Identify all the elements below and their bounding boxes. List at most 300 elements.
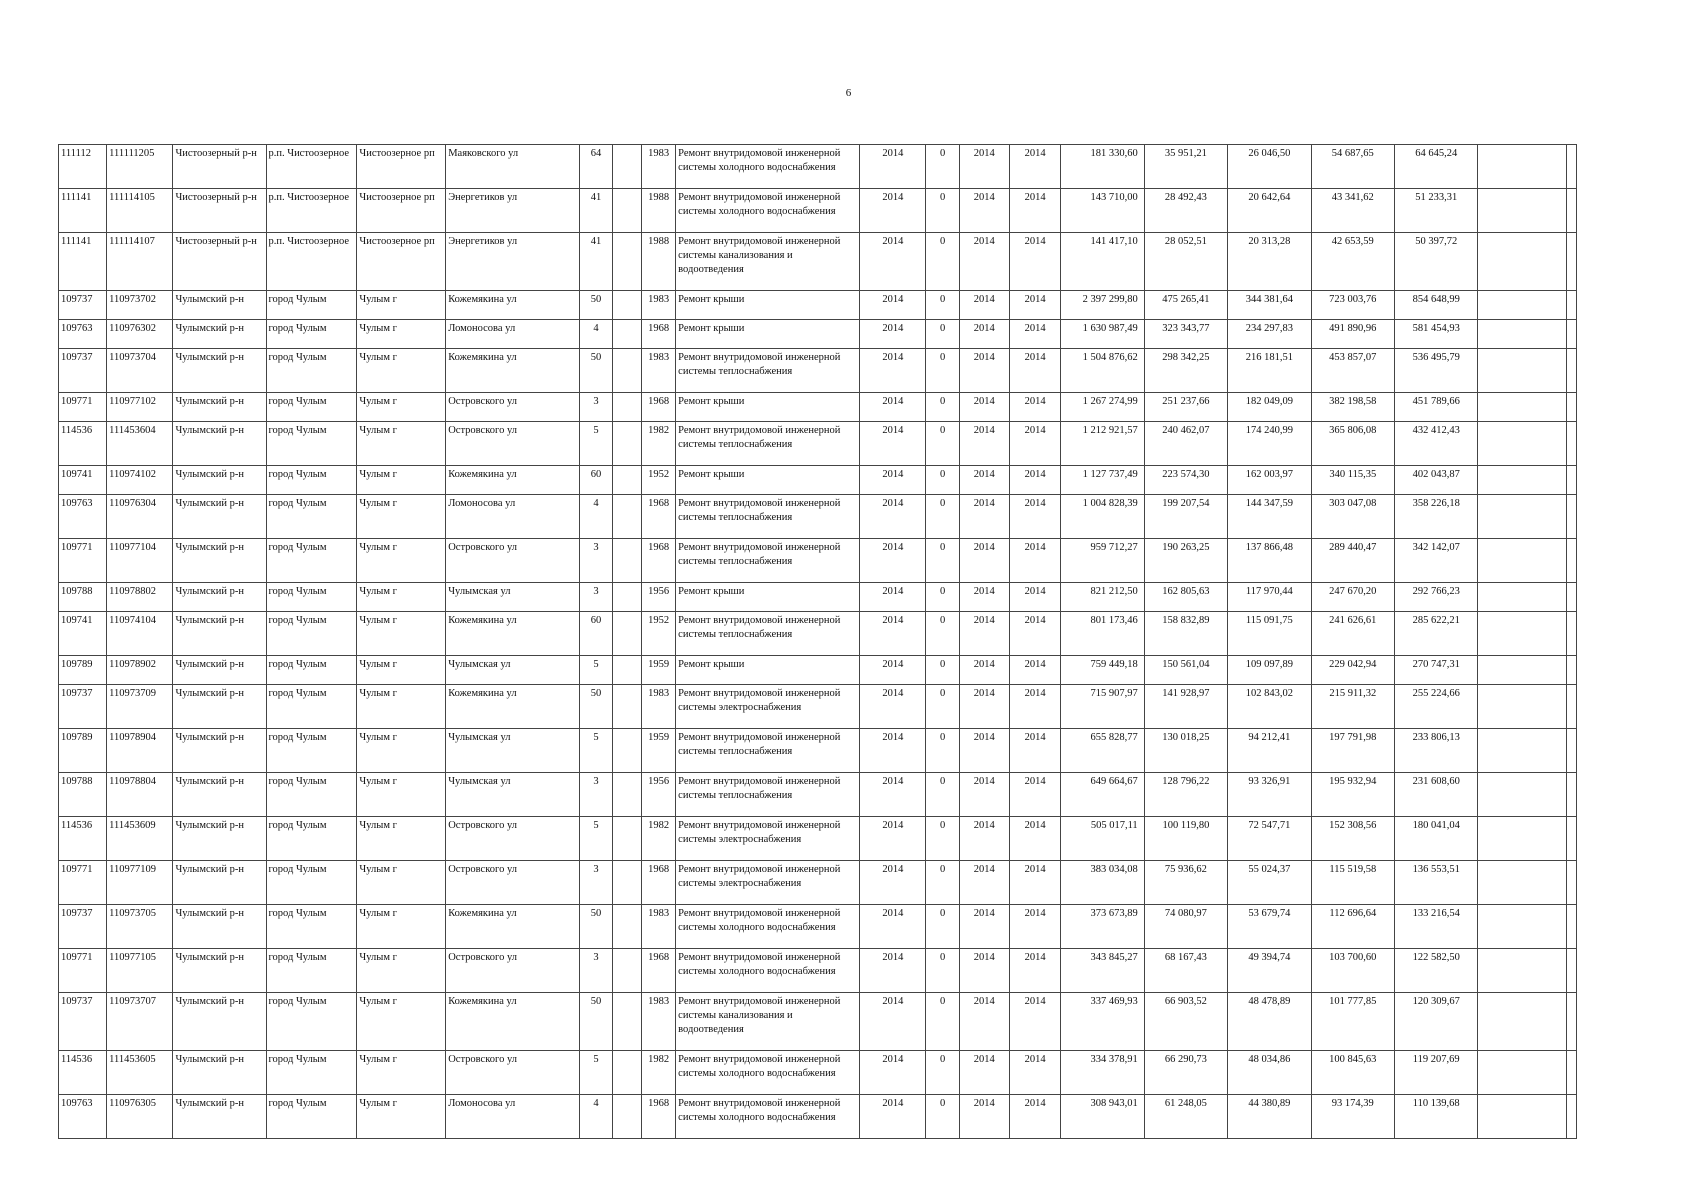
cell-region-share: 53 679,74 bbox=[1228, 905, 1311, 949]
cell-work-type: Ремонт внутридомовой инженерной системы теплоснабжения bbox=[676, 495, 860, 539]
cell-plan-year: 2014 bbox=[860, 656, 926, 685]
cell-street: Островского ул bbox=[446, 949, 580, 993]
cell-district: Чистоозерный р-н bbox=[173, 145, 266, 189]
cell-fund-share: 61 248,05 bbox=[1144, 1095, 1227, 1139]
cell-region-share: 137 866,48 bbox=[1228, 539, 1311, 583]
cell-owner-share: 122 582,50 bbox=[1395, 949, 1478, 993]
cell-street: Островского ул bbox=[446, 817, 580, 861]
cell-settlement: город Чулым bbox=[266, 422, 357, 466]
cell-start-year: 2014 bbox=[959, 949, 1009, 993]
cell-empty-col bbox=[1478, 861, 1567, 905]
cell-house-number: 4 bbox=[579, 320, 612, 349]
cell-value-zero: 0 bbox=[926, 466, 959, 495]
cell-district: Чулымский р-н bbox=[173, 993, 266, 1051]
table-row bbox=[59, 612, 1577, 656]
cell-municipal-share: 247 670,20 bbox=[1311, 583, 1394, 612]
cell-district: Чулымский р-н bbox=[173, 729, 266, 773]
cell-street: Кожемякина ул bbox=[446, 612, 580, 656]
table-row bbox=[59, 993, 1577, 1051]
cell-end-year: 2014 bbox=[1009, 773, 1060, 817]
cell-end-year: 2014 bbox=[1009, 422, 1060, 466]
cell-total-cost: 141 417,10 bbox=[1061, 233, 1144, 291]
cell-house-code: 114536 bbox=[59, 1051, 107, 1095]
cell-settlement: р.п. Чистоозерное bbox=[266, 189, 357, 233]
cell-region-share: 162 003,97 bbox=[1228, 466, 1311, 495]
cell-region-share: 48 478,89 bbox=[1228, 993, 1311, 1051]
cell-owner-share: 231 608,60 bbox=[1395, 773, 1478, 817]
cell-region-share: 174 240,99 bbox=[1228, 422, 1311, 466]
cell-municipal-share: 115 519,58 bbox=[1311, 861, 1394, 905]
cell-corpus bbox=[613, 773, 642, 817]
cell-municipal-share: 152 308,56 bbox=[1311, 817, 1394, 861]
cell-total-cost: 337 469,93 bbox=[1061, 993, 1144, 1051]
cell-corpus bbox=[613, 729, 642, 773]
cell-end-year: 2014 bbox=[1009, 905, 1060, 949]
cell-value-zero: 0 bbox=[926, 233, 959, 291]
cell-empty-col bbox=[1478, 349, 1567, 393]
cell-house-code: 109737 bbox=[59, 905, 107, 949]
cell-owner-share: 180 041,04 bbox=[1395, 817, 1478, 861]
cell-corpus bbox=[613, 466, 642, 495]
cell-work-type: Ремонт внутридомовой инженерной системы холодного водоснабжения bbox=[676, 905, 860, 949]
cell-region-share: 44 380,89 bbox=[1228, 1095, 1311, 1139]
cell-house-code: 109763 bbox=[59, 495, 107, 539]
cell-house-number: 60 bbox=[579, 612, 612, 656]
cell-start-year: 2014 bbox=[959, 349, 1009, 393]
cell-fund-share: 150 561,04 bbox=[1144, 656, 1227, 685]
cell-locality: Чулым г bbox=[357, 393, 446, 422]
cell-locality: Чулым г bbox=[357, 466, 446, 495]
cell-work-type: Ремонт внутридомовой инженерной системы холодного водоснабжения bbox=[676, 1051, 860, 1095]
cell-owner-share: 270 747,31 bbox=[1395, 656, 1478, 685]
cell-house-number: 41 bbox=[579, 233, 612, 291]
cell-settlement: город Чулым bbox=[266, 949, 357, 993]
cell-house-code: 111112 bbox=[59, 145, 107, 189]
cell-municipal-share: 365 806,08 bbox=[1311, 422, 1394, 466]
cell-region-share: 234 297,83 bbox=[1228, 320, 1311, 349]
cell-build-year: 1982 bbox=[641, 1051, 675, 1095]
cell-settlement: город Чулым bbox=[266, 729, 357, 773]
cell-end-year: 2014 bbox=[1009, 145, 1060, 189]
cell-corpus bbox=[613, 145, 642, 189]
cell-district: Чулымский р-н bbox=[173, 1095, 266, 1139]
cell-house-code: 109789 bbox=[59, 729, 107, 773]
cell-corpus bbox=[613, 817, 642, 861]
cell-region-share: 144 347,59 bbox=[1228, 495, 1311, 539]
table-row bbox=[59, 685, 1577, 729]
cell-empty-col-2 bbox=[1567, 1051, 1577, 1095]
cell-value-zero: 0 bbox=[926, 189, 959, 233]
cell-value-zero: 0 bbox=[926, 495, 959, 539]
cell-settlement: город Чулым bbox=[266, 656, 357, 685]
cell-object-code: 110978904 bbox=[107, 729, 173, 773]
cell-owner-share: 285 622,21 bbox=[1395, 612, 1478, 656]
cell-locality: Чулым г bbox=[357, 773, 446, 817]
cell-value-zero: 0 bbox=[926, 685, 959, 729]
cell-locality: Чистоозерное рп bbox=[357, 233, 446, 291]
table-row bbox=[59, 422, 1577, 466]
cell-district: Чулымский р-н bbox=[173, 422, 266, 466]
cell-start-year: 2014 bbox=[959, 905, 1009, 949]
cell-total-cost: 715 907,97 bbox=[1061, 685, 1144, 729]
cell-region-share: 102 843,02 bbox=[1228, 685, 1311, 729]
cell-build-year: 1968 bbox=[641, 1095, 675, 1139]
cell-end-year: 2014 bbox=[1009, 539, 1060, 583]
cell-object-code: 110973705 bbox=[107, 905, 173, 949]
cell-district: Чулымский р-н bbox=[173, 612, 266, 656]
cell-build-year: 1988 bbox=[641, 233, 675, 291]
table-row bbox=[59, 583, 1577, 612]
cell-start-year: 2014 bbox=[959, 393, 1009, 422]
cell-empty-col bbox=[1478, 729, 1567, 773]
cell-empty-col bbox=[1478, 189, 1567, 233]
cell-work-type: Ремонт внутридомовой инженерной системы теплоснабжения bbox=[676, 612, 860, 656]
cell-empty-col-2 bbox=[1567, 189, 1577, 233]
cell-corpus bbox=[613, 539, 642, 583]
cell-municipal-share: 103 700,60 bbox=[1311, 949, 1394, 993]
cell-municipal-share: 723 003,76 bbox=[1311, 291, 1394, 320]
cell-object-code: 110973709 bbox=[107, 685, 173, 729]
cell-street: Чулымская ул bbox=[446, 583, 580, 612]
table-body bbox=[59, 145, 1577, 1139]
cell-value-zero: 0 bbox=[926, 422, 959, 466]
cell-empty-col-2 bbox=[1567, 817, 1577, 861]
page-number: 6 bbox=[845, 87, 852, 99]
cell-empty-col bbox=[1478, 949, 1567, 993]
cell-build-year: 1982 bbox=[641, 422, 675, 466]
cell-object-code: 111453609 bbox=[107, 817, 173, 861]
cell-owner-share: 581 454,93 bbox=[1395, 320, 1478, 349]
cell-empty-col bbox=[1478, 291, 1567, 320]
cell-locality: Чулым г bbox=[357, 993, 446, 1051]
cell-end-year: 2014 bbox=[1009, 583, 1060, 612]
cell-start-year: 2014 bbox=[959, 495, 1009, 539]
cell-settlement: город Чулым bbox=[266, 993, 357, 1051]
cell-district: Чулымский р-н bbox=[173, 495, 266, 539]
cell-locality: Чулым г bbox=[357, 1051, 446, 1095]
cell-fund-share: 251 237,66 bbox=[1144, 393, 1227, 422]
cell-work-type: Ремонт крыши bbox=[676, 320, 860, 349]
cell-total-cost: 801 173,46 bbox=[1061, 612, 1144, 656]
cell-end-year: 2014 bbox=[1009, 189, 1060, 233]
cell-empty-col-2 bbox=[1567, 233, 1577, 291]
cell-house-number: 50 bbox=[579, 685, 612, 729]
cell-region-share: 49 394,74 bbox=[1228, 949, 1311, 993]
cell-end-year: 2014 bbox=[1009, 612, 1060, 656]
cell-municipal-share: 241 626,61 bbox=[1311, 612, 1394, 656]
cell-empty-col-2 bbox=[1567, 861, 1577, 905]
cell-work-type: Ремонт внутридомовой инженерной системы теплоснабжения bbox=[676, 773, 860, 817]
cell-region-share: 20 313,28 bbox=[1228, 233, 1311, 291]
cell-house-number: 4 bbox=[579, 1095, 612, 1139]
cell-plan-year: 2014 bbox=[860, 145, 926, 189]
cell-empty-col bbox=[1478, 539, 1567, 583]
cell-owner-share: 854 648,99 bbox=[1395, 291, 1478, 320]
cell-owner-share: 110 139,68 bbox=[1395, 1095, 1478, 1139]
cell-house-number: 50 bbox=[579, 993, 612, 1051]
cell-municipal-share: 453 857,07 bbox=[1311, 349, 1394, 393]
cell-street: Островского ул bbox=[446, 539, 580, 583]
cell-fund-share: 75 936,62 bbox=[1144, 861, 1227, 905]
cell-empty-col bbox=[1478, 1095, 1567, 1139]
cell-end-year: 2014 bbox=[1009, 656, 1060, 685]
cell-value-zero: 0 bbox=[926, 1095, 959, 1139]
cell-corpus bbox=[613, 905, 642, 949]
cell-plan-year: 2014 bbox=[860, 729, 926, 773]
table-row bbox=[59, 729, 1577, 773]
cell-empty-col-2 bbox=[1567, 393, 1577, 422]
cell-value-zero: 0 bbox=[926, 905, 959, 949]
cell-plan-year: 2014 bbox=[860, 583, 926, 612]
cell-settlement: город Чулым bbox=[266, 1051, 357, 1095]
cell-locality: Чулым г bbox=[357, 291, 446, 320]
cell-house-code: 109771 bbox=[59, 861, 107, 905]
cell-start-year: 2014 bbox=[959, 320, 1009, 349]
cell-start-year: 2014 bbox=[959, 729, 1009, 773]
cell-work-type: Ремонт внутридомовой инженерной системы канализования и водоотведения bbox=[676, 993, 860, 1051]
cell-settlement: р.п. Чистоозерное bbox=[266, 145, 357, 189]
cell-plan-year: 2014 bbox=[860, 685, 926, 729]
cell-total-cost: 1 630 987,49 bbox=[1061, 320, 1144, 349]
cell-locality: Чулым г bbox=[357, 861, 446, 905]
cell-region-share: 94 212,41 bbox=[1228, 729, 1311, 773]
cell-house-number: 3 bbox=[579, 949, 612, 993]
cell-value-zero: 0 bbox=[926, 320, 959, 349]
cell-build-year: 1959 bbox=[641, 729, 675, 773]
cell-district: Чулымский р-н bbox=[173, 949, 266, 993]
cell-object-code: 110977104 bbox=[107, 539, 173, 583]
cell-total-cost: 1 267 274,99 bbox=[1061, 393, 1144, 422]
cell-owner-share: 133 216,54 bbox=[1395, 905, 1478, 949]
cell-street: Энергетиков ул bbox=[446, 233, 580, 291]
cell-empty-col-2 bbox=[1567, 729, 1577, 773]
cell-house-number: 3 bbox=[579, 393, 612, 422]
cell-empty-col-2 bbox=[1567, 539, 1577, 583]
cell-municipal-share: 42 653,59 bbox=[1311, 233, 1394, 291]
cell-plan-year: 2014 bbox=[860, 320, 926, 349]
cell-object-code: 110978902 bbox=[107, 656, 173, 685]
cell-value-zero: 0 bbox=[926, 817, 959, 861]
cell-fund-share: 323 343,77 bbox=[1144, 320, 1227, 349]
cell-region-share: 115 091,75 bbox=[1228, 612, 1311, 656]
cell-locality: Чулым г bbox=[357, 656, 446, 685]
cell-municipal-share: 303 047,08 bbox=[1311, 495, 1394, 539]
cell-fund-share: 141 928,97 bbox=[1144, 685, 1227, 729]
cell-start-year: 2014 bbox=[959, 612, 1009, 656]
cell-region-share: 216 181,51 bbox=[1228, 349, 1311, 393]
cell-locality: Чулым г bbox=[357, 1095, 446, 1139]
cell-region-share: 48 034,86 bbox=[1228, 1051, 1311, 1095]
cell-corpus bbox=[613, 949, 642, 993]
cell-empty-col-2 bbox=[1567, 1095, 1577, 1139]
cell-house-code: 109737 bbox=[59, 993, 107, 1051]
cell-municipal-share: 43 341,62 bbox=[1311, 189, 1394, 233]
cell-start-year: 2014 bbox=[959, 583, 1009, 612]
cell-owner-share: 402 043,87 bbox=[1395, 466, 1478, 495]
cell-start-year: 2014 bbox=[959, 1095, 1009, 1139]
cell-work-type: Ремонт внутридомовой инженерной системы холодного водоснабжения bbox=[676, 949, 860, 993]
cell-settlement: город Чулым bbox=[266, 349, 357, 393]
cell-empty-col bbox=[1478, 233, 1567, 291]
cell-region-share: 344 381,64 bbox=[1228, 291, 1311, 320]
cell-municipal-share: 289 440,47 bbox=[1311, 539, 1394, 583]
cell-locality: Чулым г bbox=[357, 612, 446, 656]
cell-object-code: 110978802 bbox=[107, 583, 173, 612]
cell-corpus bbox=[613, 685, 642, 729]
cell-municipal-share: 382 198,58 bbox=[1311, 393, 1394, 422]
cell-street: Кожемякина ул bbox=[446, 993, 580, 1051]
cell-district: Чулымский р-н bbox=[173, 773, 266, 817]
cell-build-year: 1982 bbox=[641, 817, 675, 861]
cell-build-year: 1968 bbox=[641, 539, 675, 583]
cell-district: Чулымский р-н bbox=[173, 685, 266, 729]
cell-house-code: 114536 bbox=[59, 422, 107, 466]
cell-owner-share: 342 142,07 bbox=[1395, 539, 1478, 583]
cell-district: Чистоозерный р-н bbox=[173, 189, 266, 233]
cell-total-cost: 383 034,08 bbox=[1061, 861, 1144, 905]
cell-house-number: 41 bbox=[579, 189, 612, 233]
cell-plan-year: 2014 bbox=[860, 422, 926, 466]
cell-value-zero: 0 bbox=[926, 349, 959, 393]
cell-object-code: 110977102 bbox=[107, 393, 173, 422]
cell-empty-col bbox=[1478, 145, 1567, 189]
cell-house-code: 111141 bbox=[59, 189, 107, 233]
cell-end-year: 2014 bbox=[1009, 466, 1060, 495]
cell-owner-share: 50 397,72 bbox=[1395, 233, 1478, 291]
cell-object-code: 110974104 bbox=[107, 612, 173, 656]
cell-build-year: 1956 bbox=[641, 773, 675, 817]
cell-fund-share: 128 796,22 bbox=[1144, 773, 1227, 817]
cell-empty-col bbox=[1478, 495, 1567, 539]
cell-municipal-share: 54 687,65 bbox=[1311, 145, 1394, 189]
cell-locality: Чулым г bbox=[357, 905, 446, 949]
cell-settlement: город Чулым bbox=[266, 861, 357, 905]
cell-start-year: 2014 bbox=[959, 189, 1009, 233]
cell-build-year: 1983 bbox=[641, 349, 675, 393]
cell-district: Чулымский р-н bbox=[173, 583, 266, 612]
cell-build-year: 1956 bbox=[641, 583, 675, 612]
cell-street: Ломоносова ул bbox=[446, 495, 580, 539]
cell-empty-col-2 bbox=[1567, 612, 1577, 656]
cell-region-share: 20 642,64 bbox=[1228, 189, 1311, 233]
cell-value-zero: 0 bbox=[926, 993, 959, 1051]
table-row bbox=[59, 189, 1577, 233]
cell-plan-year: 2014 bbox=[860, 233, 926, 291]
cell-work-type: Ремонт внутридомовой инженерной системы электроснабжения bbox=[676, 685, 860, 729]
cell-work-type: Ремонт крыши bbox=[676, 393, 860, 422]
cell-total-cost: 343 845,27 bbox=[1061, 949, 1144, 993]
cell-municipal-share: 197 791,98 bbox=[1311, 729, 1394, 773]
cell-region-share: 117 970,44 bbox=[1228, 583, 1311, 612]
cell-owner-share: 358 226,18 bbox=[1395, 495, 1478, 539]
cell-object-code: 110977105 bbox=[107, 949, 173, 993]
cell-plan-year: 2014 bbox=[860, 539, 926, 583]
cell-empty-col bbox=[1478, 422, 1567, 466]
cell-district: Чулымский р-н bbox=[173, 539, 266, 583]
table-row bbox=[59, 466, 1577, 495]
cell-total-cost: 1 004 828,39 bbox=[1061, 495, 1144, 539]
cell-total-cost: 181 330,60 bbox=[1061, 145, 1144, 189]
cell-street: Маяковского ул bbox=[446, 145, 580, 189]
cell-house-number: 50 bbox=[579, 905, 612, 949]
cell-build-year: 1983 bbox=[641, 905, 675, 949]
cell-start-year: 2014 bbox=[959, 422, 1009, 466]
cell-fund-share: 28 052,51 bbox=[1144, 233, 1227, 291]
cell-work-type: Ремонт внутридомовой инженерной системы холодного водоснабжения bbox=[676, 1095, 860, 1139]
cell-settlement: город Чулым bbox=[266, 773, 357, 817]
cell-house-code: 109771 bbox=[59, 949, 107, 993]
cell-house-code: 109737 bbox=[59, 349, 107, 393]
cell-settlement: город Чулым bbox=[266, 320, 357, 349]
cell-empty-col bbox=[1478, 320, 1567, 349]
cell-house-code: 109789 bbox=[59, 656, 107, 685]
cell-empty-col-2 bbox=[1567, 422, 1577, 466]
cell-fund-share: 66 290,73 bbox=[1144, 1051, 1227, 1095]
cell-object-code: 111453605 bbox=[107, 1051, 173, 1095]
cell-district: Чулымский р-н bbox=[173, 861, 266, 905]
cell-house-code: 109771 bbox=[59, 539, 107, 583]
cell-street: Энергетиков ул bbox=[446, 189, 580, 233]
cell-municipal-share: 340 115,35 bbox=[1311, 466, 1394, 495]
table-row bbox=[59, 233, 1577, 291]
cell-plan-year: 2014 bbox=[860, 466, 926, 495]
cell-empty-col-2 bbox=[1567, 145, 1577, 189]
cell-total-cost: 1 504 876,62 bbox=[1061, 349, 1144, 393]
cell-corpus bbox=[613, 993, 642, 1051]
cell-house-code: 109741 bbox=[59, 612, 107, 656]
cell-end-year: 2014 bbox=[1009, 1051, 1060, 1095]
cell-value-zero: 0 bbox=[926, 729, 959, 773]
cell-settlement: р.п. Чистоозерное bbox=[266, 233, 357, 291]
cell-build-year: 1952 bbox=[641, 466, 675, 495]
cell-build-year: 1968 bbox=[641, 393, 675, 422]
cell-end-year: 2014 bbox=[1009, 685, 1060, 729]
cell-house-code: 109737 bbox=[59, 291, 107, 320]
cell-empty-col bbox=[1478, 685, 1567, 729]
cell-street: Островского ул bbox=[446, 1051, 580, 1095]
cell-corpus bbox=[613, 189, 642, 233]
cell-settlement: город Чулым bbox=[266, 466, 357, 495]
table-row bbox=[59, 393, 1577, 422]
cell-house-number: 64 bbox=[579, 145, 612, 189]
cell-fund-share: 298 342,25 bbox=[1144, 349, 1227, 393]
cell-build-year: 1983 bbox=[641, 145, 675, 189]
cell-settlement: город Чулым bbox=[266, 393, 357, 422]
cell-street: Кожемякина ул bbox=[446, 291, 580, 320]
cell-total-cost: 334 378,91 bbox=[1061, 1051, 1144, 1095]
cell-house-number: 5 bbox=[579, 817, 612, 861]
cell-total-cost: 655 828,77 bbox=[1061, 729, 1144, 773]
table-row bbox=[59, 1095, 1577, 1139]
cell-object-code: 110973704 bbox=[107, 349, 173, 393]
cell-plan-year: 2014 bbox=[860, 612, 926, 656]
cell-total-cost: 649 664,67 bbox=[1061, 773, 1144, 817]
cell-total-cost: 373 673,89 bbox=[1061, 905, 1144, 949]
cell-municipal-share: 93 174,39 bbox=[1311, 1095, 1394, 1139]
cell-start-year: 2014 bbox=[959, 291, 1009, 320]
cell-owner-share: 255 224,66 bbox=[1395, 685, 1478, 729]
cell-region-share: 55 024,37 bbox=[1228, 861, 1311, 905]
cell-empty-col bbox=[1478, 656, 1567, 685]
cell-locality: Чулым г bbox=[357, 729, 446, 773]
cell-owner-share: 536 495,79 bbox=[1395, 349, 1478, 393]
cell-object-code: 111114107 bbox=[107, 233, 173, 291]
cell-locality: Чулым г bbox=[357, 495, 446, 539]
cell-settlement: город Чулым bbox=[266, 1095, 357, 1139]
cell-municipal-share: 215 911,32 bbox=[1311, 685, 1394, 729]
cell-value-zero: 0 bbox=[926, 539, 959, 583]
cell-plan-year: 2014 bbox=[860, 1095, 926, 1139]
